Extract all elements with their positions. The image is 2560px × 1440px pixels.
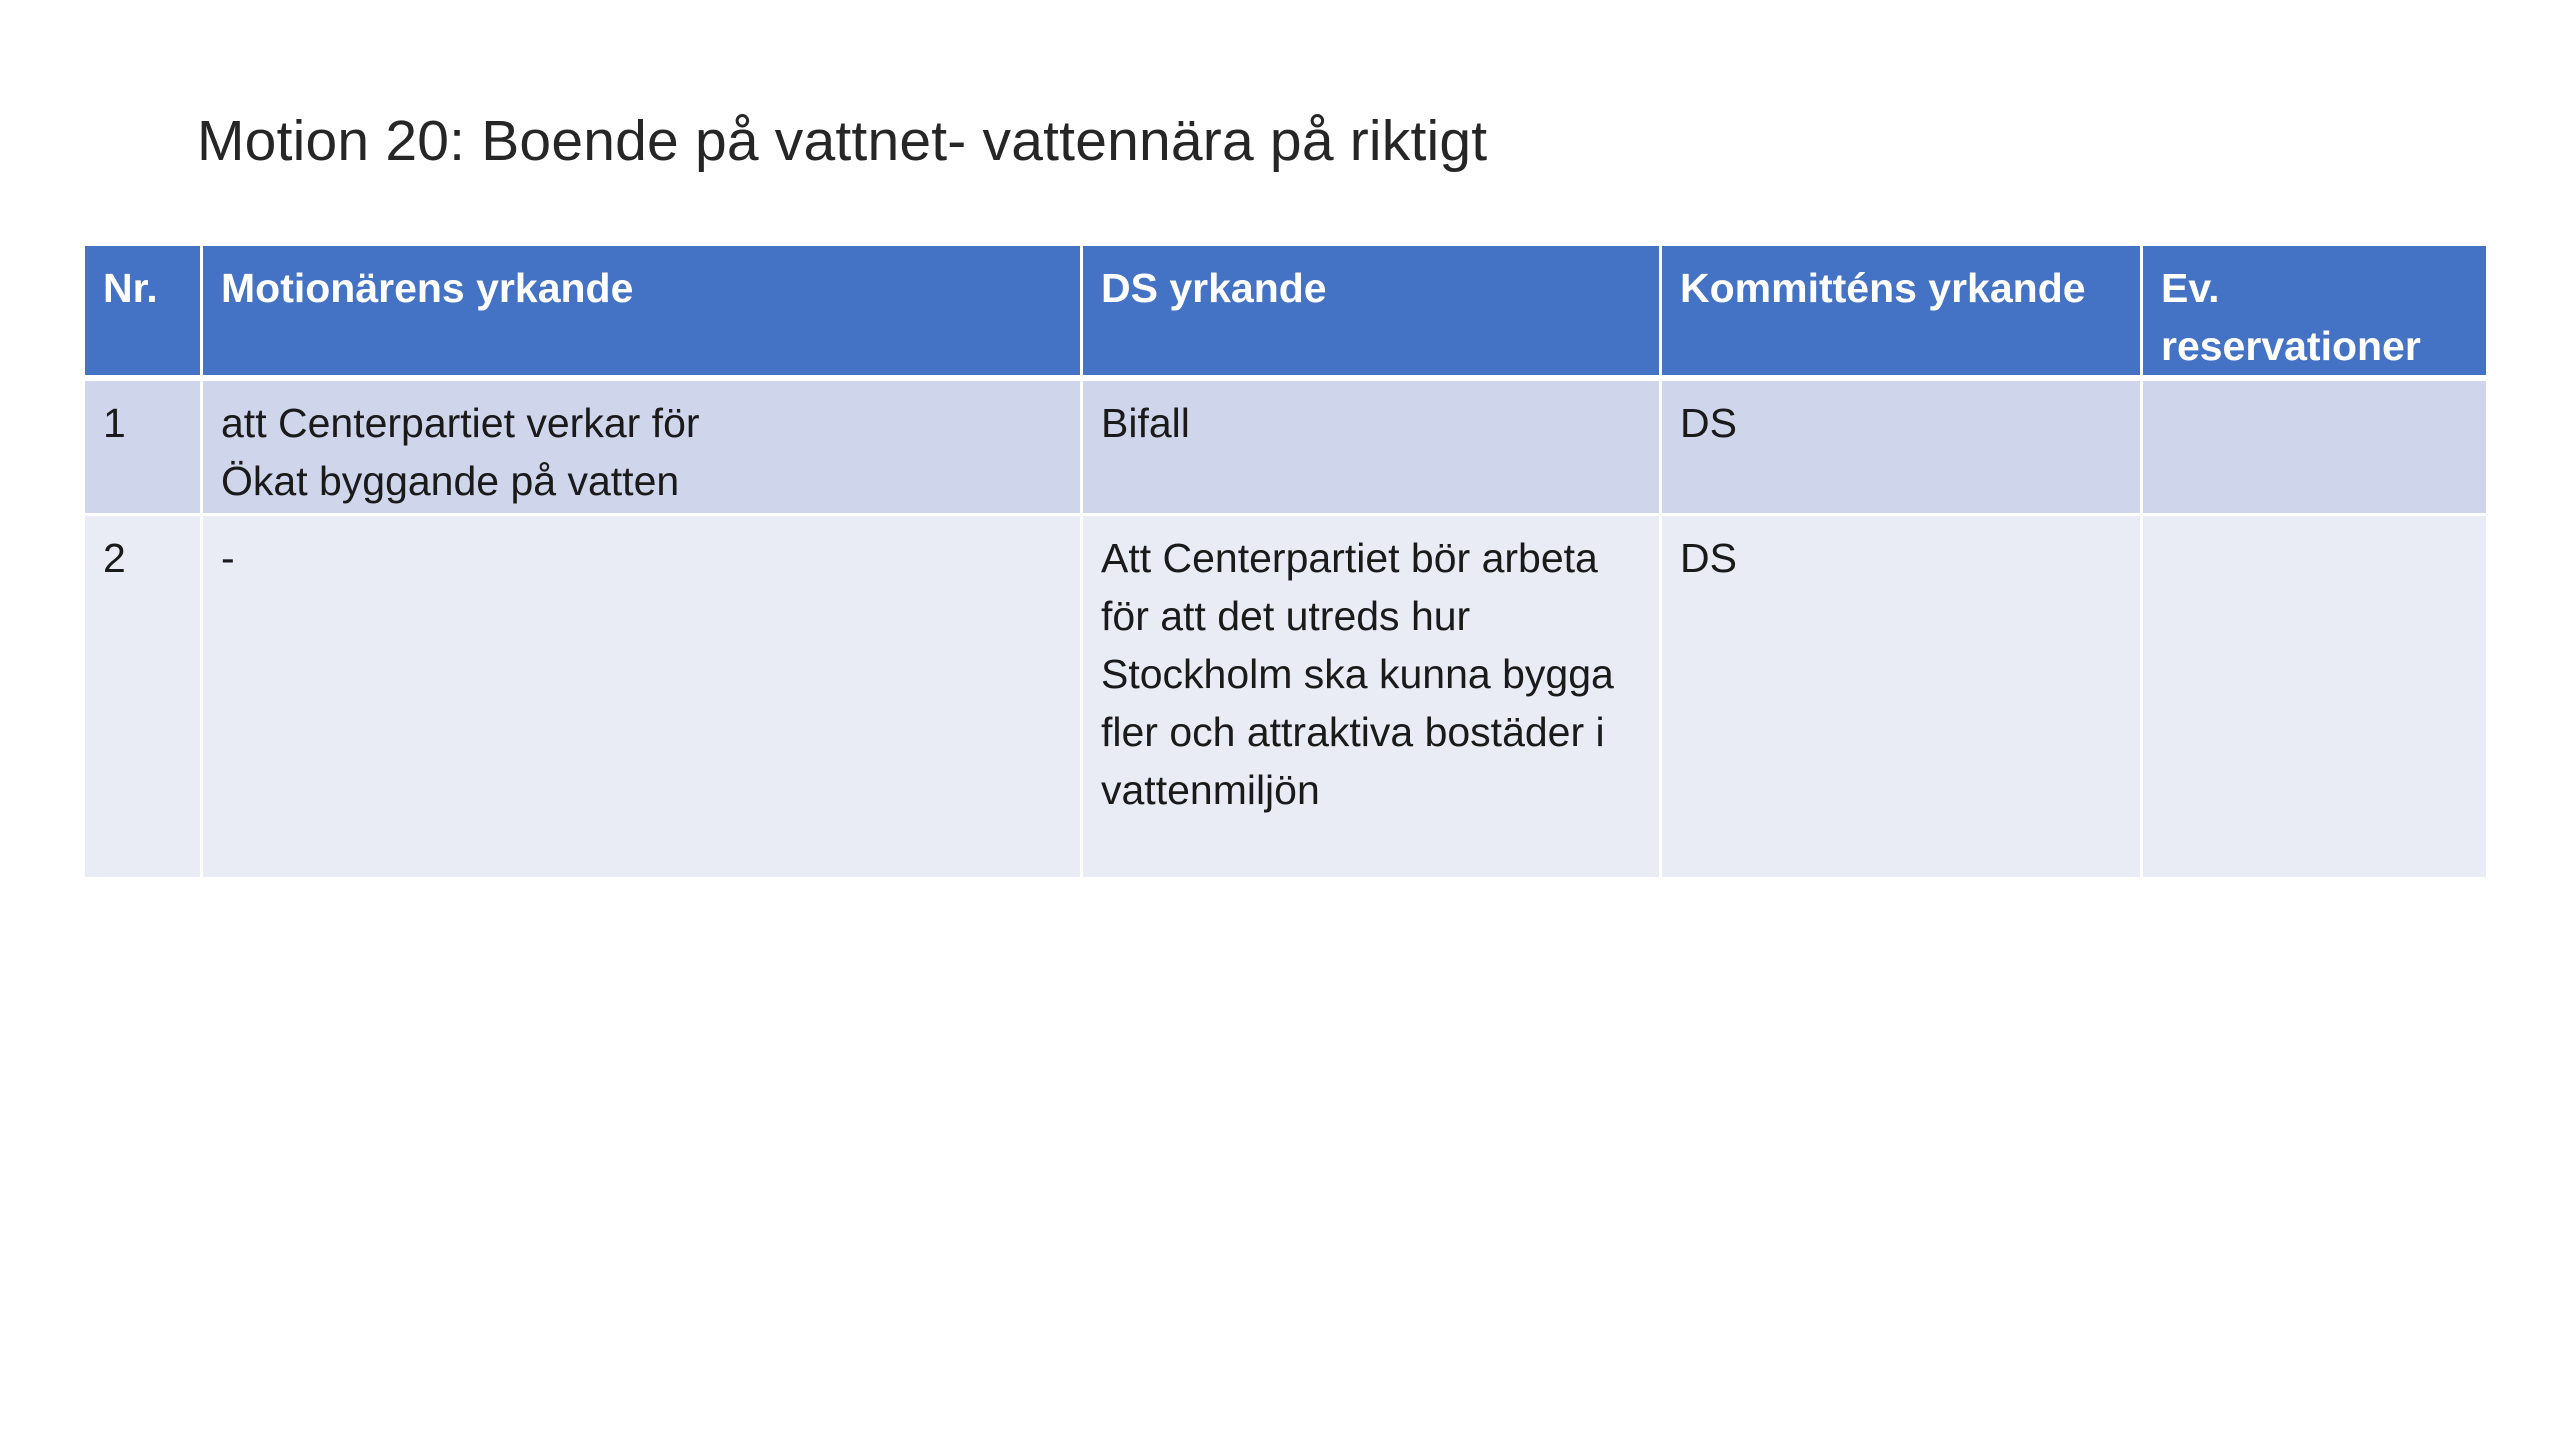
motion-table xyxy=(82,243,2489,880)
cell-nr: 2 xyxy=(84,514,202,878)
slide-title: Motion 20: Boende på vattnet- vattennära på riktigt xyxy=(197,109,1488,173)
header-motion: Motionärens yrkande xyxy=(202,245,1082,379)
header-ds: DS yrkande xyxy=(1082,245,1661,379)
table-row xyxy=(84,378,2488,514)
header-nr: Nr. xyxy=(84,245,202,379)
cell-nr: 1 xyxy=(84,378,202,514)
cell-motion-text: att Centerpartiet verkar för Ökat byggande på vatten xyxy=(221,400,700,504)
header-reservationer: Ev. reservationer xyxy=(2142,245,2488,379)
cell-reservationer xyxy=(2142,514,2488,878)
table-header-row xyxy=(84,245,2488,379)
cell-reservationer xyxy=(2142,378,2488,514)
cell-motion xyxy=(202,378,1082,514)
cell-ds: Att Centerpartiet bör arbeta för att det utreds hur Stockholm ska kunna bygga fler och attraktiva bostäder i vattenmiljön xyxy=(1082,514,1661,878)
cell-ds: Bifall xyxy=(1082,378,1661,514)
table-row xyxy=(84,514,2488,878)
cell-kommitte: DS xyxy=(1661,378,2142,514)
cell-motion: - xyxy=(202,514,1082,878)
header-kommitte: Kommitténs yrkande xyxy=(1661,245,2142,379)
cell-kommitte: DS xyxy=(1661,514,2142,878)
